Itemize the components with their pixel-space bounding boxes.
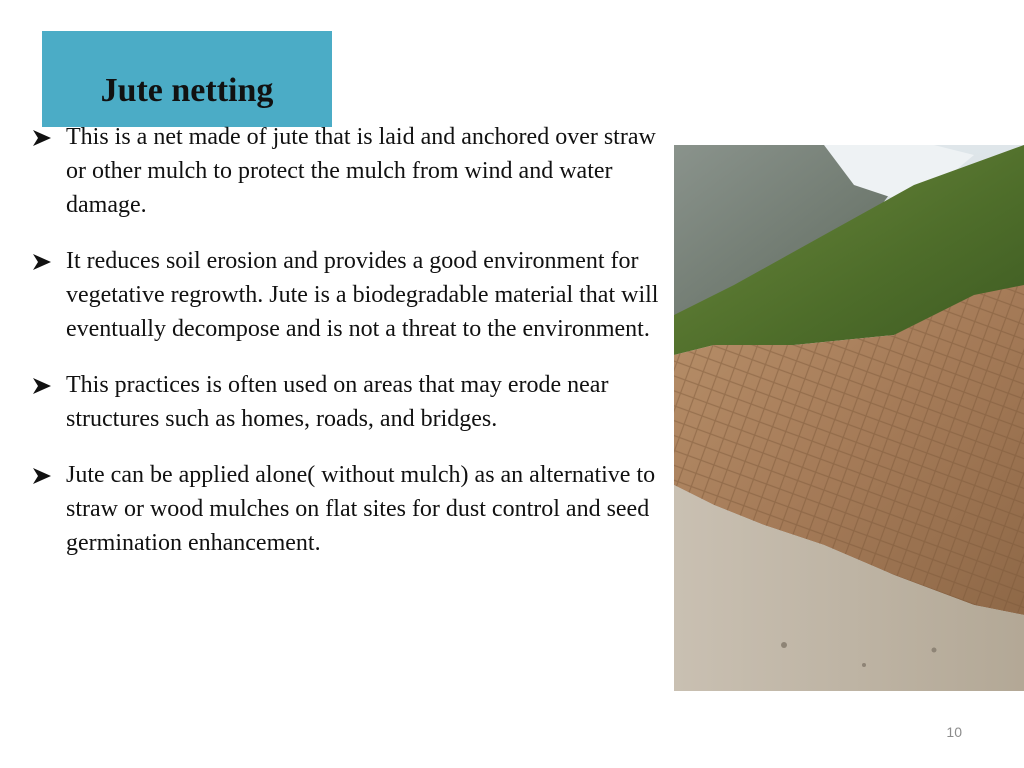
title-box bbox=[42, 31, 332, 127]
bullet-item bbox=[30, 458, 670, 560]
bullet-text: This practices is often used on areas that may erode near structures such as homes, roads, and bridges. bbox=[66, 372, 609, 432]
slide-number: 10 bbox=[946, 724, 962, 740]
arrow-bullet-icon bbox=[30, 368, 58, 402]
bullet-text: It reduces soil erosion and provides a good environment for vegetative regrowth. Jute is a biodegradable material that will eventually decompose and is not a threat to the environment. bbox=[66, 248, 659, 342]
bullet-item bbox=[30, 368, 670, 436]
bullet-text: Jute can be applied alone( without mulch) as an alternative to straw or wood mulches on flat sites for dust control and seed germination enhancement. bbox=[66, 462, 656, 556]
arrow-bullet-icon bbox=[30, 244, 58, 278]
bullet-text: This is a net made of jute that is laid and anchored over straw or other mulch to protect the mulch from wind and water damage. bbox=[66, 124, 656, 218]
bullet-item bbox=[30, 244, 670, 346]
arrow-bullet-icon bbox=[30, 458, 58, 492]
jute-netting-photo-icon bbox=[674, 145, 1024, 691]
arrow-bullet-icon bbox=[30, 120, 58, 154]
bullet-list bbox=[30, 120, 670, 582]
bullet-item bbox=[30, 120, 670, 222]
jute-netting-photo bbox=[674, 145, 1024, 691]
slide-title: Jute netting bbox=[100, 72, 274, 109]
